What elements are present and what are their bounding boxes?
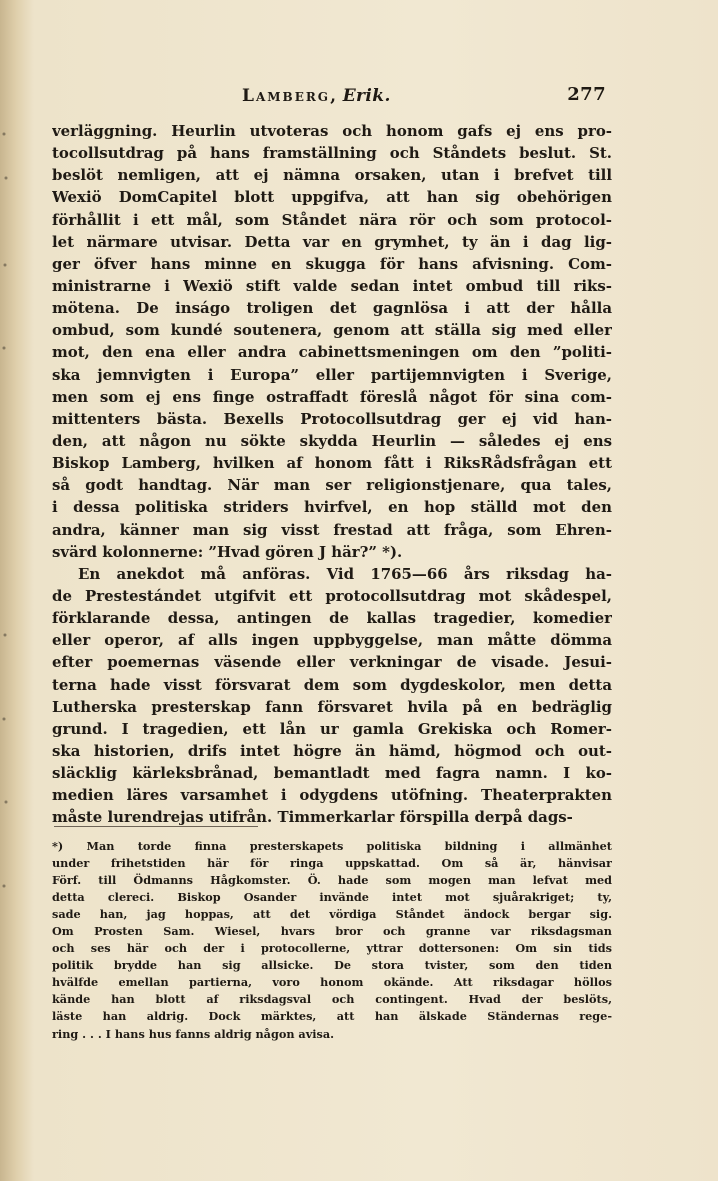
main-text-line: så godt handtag. När man ser religionstjenare, qua tales, bbox=[52, 476, 612, 495]
main-text-line: efter poemernas väsende eller verkningar de visade. Jesui- bbox=[52, 653, 612, 672]
main-text-line: mötena. De inságo troligen det gagnlösa i att der hålla bbox=[52, 299, 612, 318]
footnote-block bbox=[52, 838, 612, 1043]
main-text-line: förklarande dessa, antingen de kallas tragedier, komedier bbox=[52, 609, 612, 628]
main-text-line: ombud, som kundé soutenera, genom att ställa sig med eller bbox=[52, 321, 612, 340]
footnote-line: ring . . . I hans hus fanns aldrig någon avisa. bbox=[52, 1026, 335, 1041]
author-given-name: Erik. bbox=[342, 86, 391, 106]
main-text-line: den, att någon nu sökte skydda Heurlin — således ej ens bbox=[52, 431, 612, 450]
main-text-line: mot, den ena eller andra cabinettsmeningen om den ”politi- bbox=[52, 343, 612, 362]
footnote-line: detta clereci. Biskop Osander invände intet mot sjuårakriget; ty, bbox=[52, 890, 612, 905]
main-text-line: ska historien, drifs intet högre än hämd, högmod och out- bbox=[52, 741, 612, 760]
footnote-line: Förf. till Ödmanns Hågkomster. Ö. hade som mogen man lefvat med bbox=[52, 873, 612, 888]
footnote-separator-rule bbox=[54, 826, 258, 827]
running-title bbox=[242, 86, 391, 106]
main-text-line: terna hade visst försvarat dem som dygdeskolor, men detta bbox=[52, 675, 612, 694]
footnote-line: kände han blott af riksdagsval och contingent. Hvad der beslöts, bbox=[52, 992, 612, 1007]
main-text-line: svärd kolonnerne: ”Hvad gören J här?” *). bbox=[52, 542, 403, 561]
main-text-line: mittenters bästa. Bexells Protocollsutdrag ger ej vid han- bbox=[52, 409, 612, 428]
main-text-line: förhållit i ett mål, som Ståndet nära rör och som protocol- bbox=[52, 210, 612, 229]
main-text-line: tocollsutdrag på hans framställning och Ståndets beslut. St. bbox=[52, 144, 612, 163]
footnote-line: hvälfde emellan partierna, voro honom okände. Att riksdagar höllos bbox=[52, 975, 612, 990]
main-text-line: grund. I tragedien, ett lån ur gamla Grekiska och Romer- bbox=[52, 719, 612, 738]
footnote-line: sade han, jag hoppas, att det vördiga Ståndet ändock bergar sig. bbox=[52, 907, 612, 922]
binding-gutter-marks bbox=[0, 0, 18, 1181]
header-comma: , bbox=[330, 86, 343, 106]
main-text-line: let närmare utvisar. Detta var en grymhet, ty än i dag lig- bbox=[52, 232, 612, 251]
main-text-line: En anekdot må anföras. Vid 1765—66 års riksdag ha- bbox=[78, 564, 612, 583]
main-text-line: Lutherska presterskap fann försvaret hvila på en bedräglig bbox=[52, 697, 612, 716]
footnote-line: läste han aldrig. Dock märktes, att han älskade Ständernas rege- bbox=[52, 1009, 612, 1024]
author-name-caps: Lamberg bbox=[242, 86, 331, 106]
main-text-line: eller operor, af alls ingen uppbyggelse, man måtte dömma bbox=[52, 631, 612, 650]
running-header bbox=[242, 84, 612, 112]
main-text-line: släcklig kärleksbrånad, bemantladt med fagra namn. I ko- bbox=[52, 764, 612, 783]
main-text-line: i dessa politiska striders hvirfvel, en hop ställd mot den bbox=[52, 498, 612, 517]
footnote-line: *) Man torde finna presterskapets politiska bildning i allmänhet bbox=[52, 839, 612, 853]
main-text-line: verläggning. Heurlin utvoteras och honom gafs ej ens pro- bbox=[52, 122, 612, 140]
main-text-line: men som ej ens finge ostraffadt föreslå något för sina com- bbox=[52, 387, 612, 406]
page-number: 277 bbox=[567, 84, 606, 105]
footnote-line: och ses här och der i protocollerne, yttrar dottersonen: Om sin tids bbox=[52, 941, 612, 956]
footnote-line: politik brydde han sig allsicke. De stora tvister, som den tiden bbox=[52, 958, 612, 973]
main-text-line: ska jemnvigten i Europa” eller partijemnvigten i Sverige, bbox=[52, 365, 612, 384]
main-text-line: beslöt nemligen, att ej nämna orsaken, utan i brefvet till bbox=[52, 166, 612, 185]
main-text-line: andra, känner man sig visst frestad att fråga, som Ehren- bbox=[52, 520, 612, 539]
main-text-line: ministrarne i Wexiö stift valde sedan intet ombud till riks- bbox=[52, 276, 612, 295]
footnote-line: under frihetstiden här för ringa uppskattad. Om så är, hänvisar bbox=[52, 856, 612, 871]
main-text-line: måste lurendrejas utifrån. Timmerkarlar förspilla derpå dags- bbox=[52, 808, 573, 827]
main-text-line: Wexiö DomCapitel blott uppgifva, att han sig obehörigen bbox=[52, 188, 612, 207]
footnote-line: Om Prosten Sam. Wiesel, hvars bror och granne var riksdagsman bbox=[52, 924, 612, 939]
main-text-line: de Prestestándet utgifvit ett protocollsutdrag mot skådespel, bbox=[52, 586, 612, 605]
main-text-block bbox=[52, 120, 612, 829]
main-text-line: Biskop Lamberg, hvilken af honom fått i RiksRådsfrågan ett bbox=[52, 454, 612, 473]
main-text-line: ger öfver hans minne en skugga för hans afvisning. Com- bbox=[52, 254, 612, 273]
main-text-line: medien läres varsamhet i odygdens utöfning. Theaterprakten bbox=[52, 786, 612, 805]
